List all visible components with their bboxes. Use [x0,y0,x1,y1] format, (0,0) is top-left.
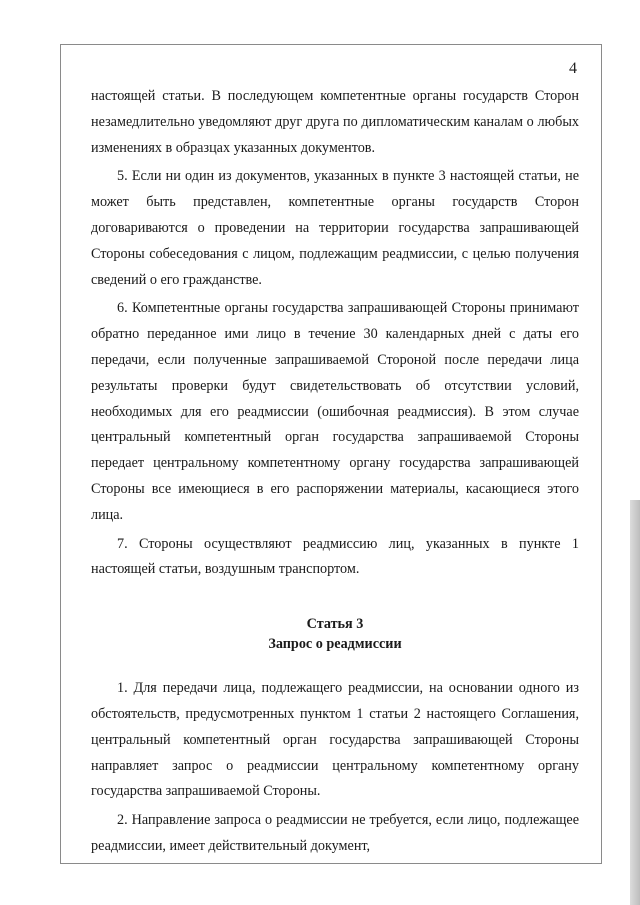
heading-gap [91,654,579,676]
scan-edge-shadow [630,500,640,905]
paragraph-continued: настоящей статьи. В последующем компетентные органы государств Сторон незамедлительно уведомляют друг друга по дипломатическим каналам о любых изменениях в образцах указанных документов. [91,88,579,156]
article-paragraph-1: 1. Для передачи лица, подлежащего реадмиссии, на основании одного из обстоятельств, предусмотренных пунктом 1 статьи 2 настоящего Соглашения, центральный компетентный орган государства запрашивающей Стороны направляет запрос о реадмиссии центральному компетентному органу государства запрашиваемой Стороны. [91,680,579,800]
document-body [91,84,579,863]
article-title: Запрос о реадмиссии [268,636,402,653]
section-gap [91,586,579,614]
page-number: 4 [569,60,577,77]
paragraph-6: 6. Компетентные органы государства запрашивающей Стороны принимают обратно переданное ими лицо в течение 30 календарных дней с даты его передачи, если полученные запрашиваемой Стороной после передачи лица результаты проверки будут свидетельствовать об отсутствии условий, необходимых для его реадмиссии (ошибочная реадмиссия). В этом случае центральный компетентный орган государства запрашиваемой Стороны передает центральному компетентному органу государства запрашивающей Стороны все имеющиеся в его распоряжении материалы, касающиеся этого лица. [91,300,579,523]
article-number: Статья 3 [306,616,364,633]
article-paragraph-2: 2. Направление запроса о реадмиссии не требуется, если лицо, подлежащее реадмиссии, имеет действительный документ, [91,812,579,854]
paragraph-7: 7. Стороны осуществляют реадмиссию лиц, указанных в пункте 1 настоящей статьи, воздушным транспортом. [91,535,579,578]
paragraph-5: 5. Если ни один из документов, указанных в пункте 3 настоящей статьи, не может быть представлен, компетентные органы государств Сторон договариваются о проведении на территории государства запрашивающей Стороны собеседования с лицом, подлежащим реадмиссии, с целью получения сведений о его гражданстве. [91,168,579,288]
